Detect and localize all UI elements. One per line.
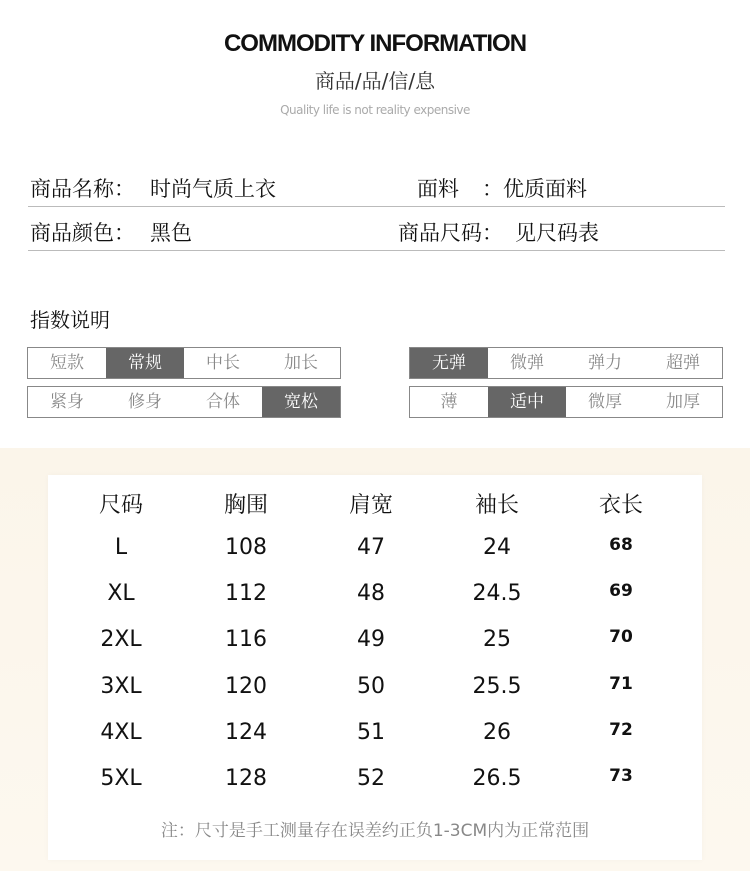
size-note: 注：尺寸是手工测量存在误差约正负1-3CM内为正常范围 [160,821,590,841]
table-cell: 5XL [100,766,142,791]
index-title: 指数说明 [30,308,110,332]
table-header-cell: 衣长 [598,493,643,518]
table-header-cell: 袖长 [474,493,519,518]
table-cell: 73 [609,766,633,786]
page-title: COMMODITY INFORMATION [223,30,527,57]
size-label: 商品尺码： [398,221,503,245]
table-header-cell: 尺码 [98,493,143,518]
index-option: 合体 [206,392,240,412]
index-row-thickness [409,386,723,418]
table-cell: 24.5 [472,581,522,607]
index-option: 常规 [106,348,184,378]
index-option: 薄 [440,392,458,412]
table-header-cell: 肩宽 [348,493,393,518]
index-row-elastic [409,347,723,379]
index-option: 适中 [488,387,566,417]
index-option: 修身 [128,392,162,412]
index-option: 超弹 [666,353,700,373]
page-subtitle: 商品/品/信/息 [314,69,436,93]
table-cell: 52 [357,766,385,791]
index-option: 弹力 [588,353,622,373]
index-option: 微弹 [510,353,544,373]
info-divider [28,250,725,251]
table-header-cell: 胸围 [223,493,268,518]
table-cell: 128 [225,766,267,791]
index-option: 加长 [284,353,318,373]
index-option: 宽松 [262,387,340,417]
index-option: 无弹 [410,348,488,378]
color-label: 商品颜色： [30,221,135,245]
index-row-length [27,347,341,379]
table-cell: 50 [357,673,385,699]
table-cell: 3XL [100,673,142,699]
index-option: 短款 [50,353,84,373]
size-table-card [48,475,702,860]
table-cell: 70 [609,627,633,648]
info-divider [28,206,725,207]
page-tagline: Quality life is not reality expensive [280,103,470,117]
index-option: 中长 [206,353,240,373]
index-option: 加厚 [666,392,700,412]
size-value: 见尺码表 [515,221,599,245]
index-row-fit [27,386,341,418]
table-cell: 72 [609,719,633,740]
table-cell: 26.5 [472,766,522,791]
table-cell: 124 [225,719,267,745]
table-cell: 112 [225,581,267,607]
table-cell: 69 [609,581,633,602]
fabric-label: 面料 [417,177,459,201]
table-cell: 68 [609,535,633,555]
table-cell: 48 [357,581,385,607]
table-cell: 4XL [100,719,142,745]
table-cell: 116 [225,627,267,653]
table-cell: 25.5 [472,673,522,699]
table-cell: 24 [483,535,511,560]
table-cell: XL [107,581,135,607]
table-cell: 49 [357,627,385,653]
index-option: 紧身 [50,392,84,412]
table-cell: 47 [357,535,385,560]
table-cell: 26 [483,719,511,745]
name-value: 时尚气质上衣 [150,177,276,201]
table-cell: 25 [483,627,511,653]
table-cell: L [114,535,128,560]
table-cell: 2XL [100,627,142,653]
fabric-value: ：优质面料 [482,177,587,201]
table-cell: 120 [225,673,267,699]
name-label: 商品名称： [30,177,135,201]
color-value: 黑色 [150,221,192,245]
table-cell: 71 [609,673,633,694]
table-cell: 108 [225,535,267,560]
table-cell: 51 [357,719,385,745]
index-option: 微厚 [588,392,622,412]
